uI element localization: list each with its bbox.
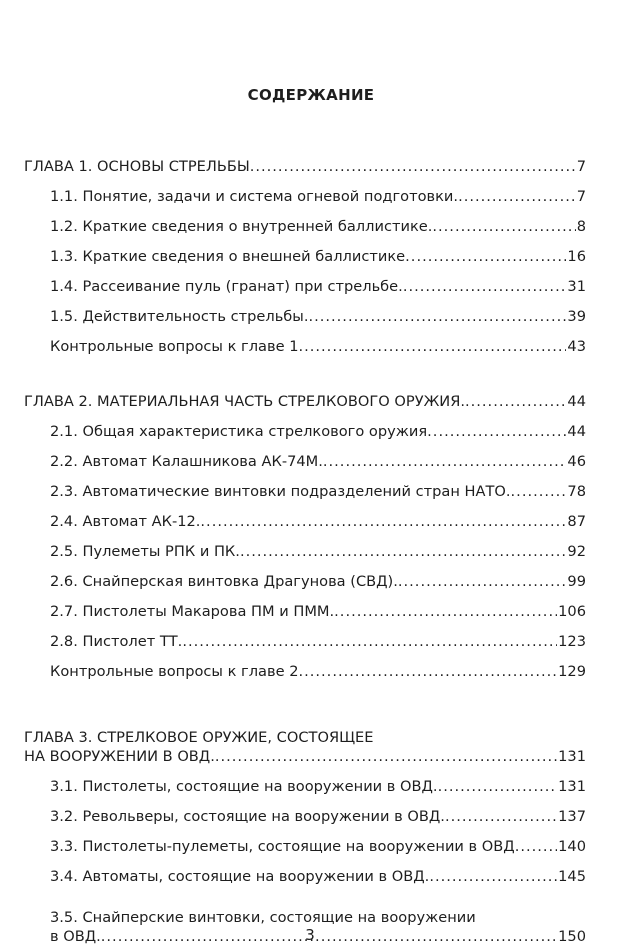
toc-section-2-6[interactable] (24, 567, 586, 597)
toc-section-2-questions[interactable] (24, 657, 586, 687)
toc-entry-title: в ОВД. (50, 928, 101, 945)
page-title: СОДЕРЖАНИЕ (247, 86, 375, 104)
toc-chapter-1[interactable] (24, 152, 586, 182)
toc-entry-page: 46 (567, 453, 586, 470)
dot-leader (182, 627, 557, 657)
toc-entry-title: 3.2. Револьверы, состоящие на вооружении в ОВД. (50, 808, 445, 825)
toc-entry-page: 129 (558, 663, 586, 680)
toc-section-3-4[interactable] (24, 862, 586, 892)
toc-entry-title: 1.2. Краткие сведения о внутренней баллистике. (50, 218, 433, 235)
toc-entry-title: ГЛАВА 3. СТРЕЛКОВОЕ ОРУЖИЕ, СОСТОЯЩЕЕ (24, 729, 374, 746)
toc-section-2-5[interactable] (24, 537, 586, 567)
toc-entry-title: НА ВООРУЖЕНИИ В ОВД. (24, 748, 215, 765)
dot-leader (240, 537, 566, 567)
toc-entry-title: 1.1. Понятие, задачи и система огневой подготовки. (50, 188, 459, 205)
dot-leader (334, 597, 557, 627)
dot-leader (215, 742, 557, 772)
toc-entry-title: Контрольные вопросы к главе 1 (50, 338, 299, 355)
dot-leader (308, 302, 566, 332)
toc-entry-title: 1.4. Рассеивание пуль (гранат) при стрельбе. (50, 278, 403, 295)
toc-entry-page: 16 (567, 248, 586, 265)
toc-section-2-8[interactable] (24, 627, 586, 657)
toc-entry-title: 3.5. Снайперские винтовки, состоящие на вооружении (50, 909, 476, 926)
toc-entry-title: 2.4. Автомат АК-12. (50, 513, 201, 530)
toc-section-1-questions[interactable] (24, 332, 586, 362)
dot-leader (298, 332, 566, 362)
toc-section-1-2[interactable] (24, 212, 586, 242)
toc-entry-page: 44 (567, 423, 586, 440)
toc-section-3-3[interactable] (24, 832, 586, 862)
toc-entry-title: 2.1. Общая характеристика стрелкового оружия (50, 423, 428, 440)
toc-section-3-1[interactable] (24, 772, 586, 802)
dot-leader (458, 182, 576, 212)
toc-entry-page: 7 (576, 188, 586, 205)
toc-entry-title: 3.4. Автоматы, состоящие на вооружении в ОВД. (50, 868, 430, 885)
toc-section-1-5[interactable] (24, 302, 586, 332)
dot-leader (398, 567, 567, 597)
page-number: 3 (305, 926, 315, 944)
toc-entry-page: 7 (576, 158, 586, 175)
dot-leader (427, 417, 566, 447)
dot-leader (298, 657, 557, 687)
toc-entry-page: 43 (567, 338, 586, 355)
toc-section-2-1[interactable] (24, 417, 586, 447)
dot-leader (323, 447, 567, 477)
toc-entry-title: ГЛАВА 2. МАТЕРИАЛЬНАЯ ЧАСТЬ СТРЕЛКОВОГО ОРУЖИЯ. (24, 393, 465, 410)
dot-leader (200, 507, 566, 537)
dot-leader (250, 152, 576, 182)
toc-section-2-3[interactable] (24, 477, 586, 507)
toc-entry-page: 44 (567, 393, 586, 410)
toc-entry-page: 99 (567, 573, 586, 590)
dot-leader (445, 802, 557, 832)
toc-entry-page: 131 (558, 778, 586, 795)
toc-entry-page: 145 (558, 868, 586, 885)
toc-entry-title: Контрольные вопросы к главе 2 (50, 663, 299, 680)
toc-entry-page: 31 (567, 278, 586, 295)
dot-leader (465, 387, 566, 417)
toc-entry-page: 92 (567, 543, 586, 560)
toc-entry-page: 140 (558, 838, 586, 855)
toc-entry-page: 131 (558, 748, 586, 765)
toc-section-1-3[interactable] (24, 242, 586, 272)
toc-entry-title: 3.1. Пистолеты, состоящие на вооружении в ОВД. (50, 778, 438, 795)
toc-entry-page: 39 (567, 308, 586, 325)
dot-leader (438, 772, 558, 802)
toc-entry-title: 2.7. Пистолеты Макарова ПМ и ПММ. (50, 603, 335, 620)
toc-section-3-5-line-1[interactable] (24, 892, 586, 926)
toc-section-1-4[interactable] (24, 272, 586, 302)
toc-section-1-1[interactable] (24, 182, 586, 212)
toc-entry-page: 78 (567, 483, 586, 500)
toc-section-2-7[interactable] (24, 597, 586, 627)
toc-entry-page: 87 (567, 513, 586, 530)
dot-leader (405, 242, 566, 272)
toc-entry-title: 2.2. Автомат Калашникова АК-74М. (50, 453, 323, 470)
toc-entry-title: 1.5. Действительность стрельбы. (50, 308, 309, 325)
toc-entry-title: 2.6. Снайперская винтовка Драгунова (СВД). (50, 573, 398, 590)
toc-entry-page: 123 (558, 633, 586, 650)
dot-leader (515, 832, 557, 862)
toc-chapter-3[interactable] (24, 742, 586, 772)
toc-entry-page: 106 (558, 603, 586, 620)
dot-leader (403, 272, 567, 302)
toc-section-2-2[interactable] (24, 447, 586, 477)
chapter-gap (24, 362, 586, 387)
dot-leader (429, 862, 557, 892)
toc-chapter-2[interactable] (24, 387, 586, 417)
toc-chapter-3-line-1[interactable] (24, 712, 586, 746)
toc-entry-title: 1.3. Краткие сведения о внешней баллистике (50, 248, 406, 265)
toc-entry-page: 137 (558, 808, 586, 825)
toc-entry-title: 3.3. Пистолеты-пулеметы, состоящие на вооружении в ОВД (50, 838, 515, 855)
toc-entry-page: 150 (558, 928, 586, 945)
toc-section-3-2[interactable] (24, 802, 586, 832)
toc-entry-title: 2.3. Автоматические винтовки подразделений стран НАТО. (50, 483, 511, 500)
toc-section-2-4[interactable] (24, 507, 586, 537)
dot-leader (432, 212, 575, 242)
toc-entry-title: 2.5. Пулеметы РПК и ПК. (50, 543, 240, 560)
toc-entry-title: 2.8. Пистолет ТТ. (50, 633, 183, 650)
table-of-contents (24, 152, 586, 952)
chapter-gap (24, 687, 586, 712)
dot-leader (511, 477, 567, 507)
toc-entry-title: ГЛАВА 1. ОСНОВЫ СТРЕЛЬБЫ (24, 158, 250, 175)
toc-entry-page: 8 (576, 218, 586, 235)
